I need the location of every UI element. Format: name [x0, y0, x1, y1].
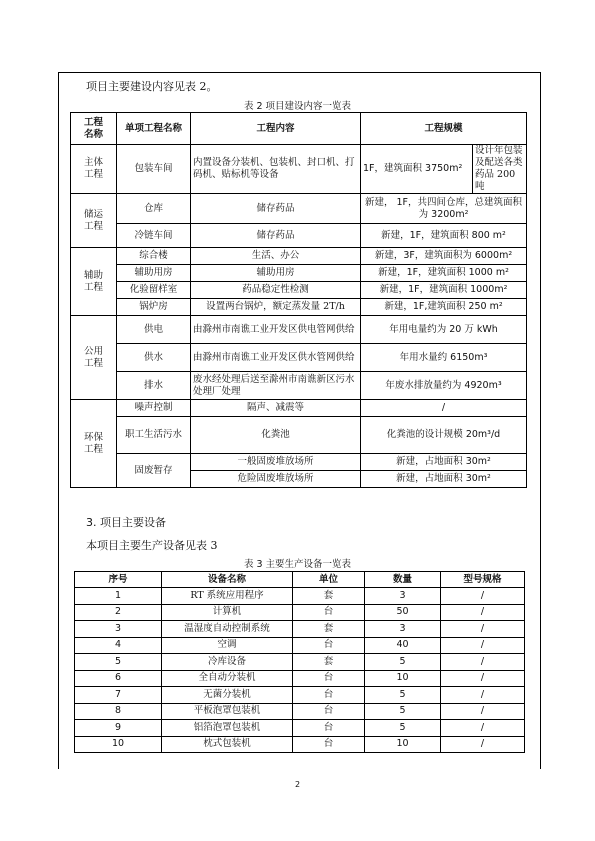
item-content: 储存药品	[191, 194, 361, 224]
intro-text: 项目主要建设内容见表 2。	[86, 80, 218, 93]
table-row	[75, 654, 525, 671]
row-index: 3	[75, 621, 162, 638]
item-scale-extra: 设计年包装及配送各类药品 200 吨	[473, 145, 527, 194]
model-spec: /	[441, 687, 525, 704]
item-content: 由滁州市南谯工业开发区供水管网供给	[191, 344, 361, 372]
device-name: 冷库设备	[162, 654, 293, 671]
table3	[74, 571, 525, 753]
unit: 台	[293, 670, 365, 687]
unit: 台	[293, 736, 365, 753]
row-index: 1	[75, 588, 162, 605]
item-name: 供电	[117, 316, 191, 344]
item-scale: 年用电量约为 20 万 kWh	[361, 316, 527, 344]
model-spec: /	[441, 703, 525, 720]
item-content: 危险固废堆放场所	[191, 471, 361, 488]
equipment-intro: 本项目主要生产设备见表 3	[86, 539, 218, 552]
table-row	[75, 621, 525, 638]
quantity: 50	[365, 604, 441, 621]
item-scale: 新建，占地面积 30m²	[361, 471, 527, 488]
model-spec: /	[441, 736, 525, 753]
item-name: 包装车间	[117, 145, 191, 194]
unit: 台	[293, 604, 365, 621]
item-content: 内置设备分装机、包装机、封口机、打码机、贴标机等设备	[191, 145, 361, 194]
item-content: 生活、办公	[191, 248, 361, 265]
group-public: 公用 工程	[71, 316, 117, 400]
device-name: 平板泡罩包装机	[162, 703, 293, 720]
item-scale: 1F，建筑面积 3750m²	[361, 145, 473, 194]
unit: 套	[293, 621, 365, 638]
table-row	[75, 720, 525, 737]
model-spec: /	[441, 604, 525, 621]
header-device-name: 设备名称	[162, 572, 293, 588]
table2-caption: 表 2 项目建设内容一览表	[243, 101, 352, 112]
device-name: 空调	[162, 637, 293, 654]
table2	[70, 112, 527, 488]
unit: 套	[293, 588, 365, 605]
device-name: 全自动分装机	[162, 670, 293, 687]
item-scale: 化粪池的设计规模 20m³/d	[361, 417, 527, 454]
quantity: 5	[365, 687, 441, 704]
item-name: 化验留样室	[117, 282, 191, 299]
unit: 台	[293, 637, 365, 654]
item-content: 药品稳定性检测	[191, 282, 361, 299]
unit: 台	[293, 687, 365, 704]
device-name: 温湿度自动控制系统	[162, 621, 293, 638]
device-name: 枕式包装机	[162, 736, 293, 753]
item-content: 废水经处理后送至滁州市南谯新区污水处理厂处理	[191, 372, 361, 400]
item-scale: /	[361, 400, 527, 417]
model-spec: /	[441, 637, 525, 654]
unit: 台	[293, 720, 365, 737]
item-content: 辅助用房	[191, 265, 361, 282]
item-name: 综合楼	[117, 248, 191, 265]
table-row	[75, 670, 525, 687]
device-name: 铝箔泡罩包装机	[162, 720, 293, 737]
header-model: 型号规格	[441, 572, 525, 588]
quantity: 3	[365, 588, 441, 605]
section-heading: 3. 项目主要设备	[86, 516, 166, 529]
row-index: 6	[75, 670, 162, 687]
header-item-name: 单项工程名称	[117, 113, 191, 145]
item-content: 隔声、减震等	[191, 400, 361, 417]
table-row	[75, 604, 525, 621]
group-storage: 储运 工程	[71, 194, 117, 248]
header-scale: 工程规模	[361, 113, 527, 145]
group-environmental: 环保 工程	[71, 400, 117, 488]
table-row	[75, 736, 525, 753]
unit: 台	[293, 703, 365, 720]
row-index: 9	[75, 720, 162, 737]
item-scale: 新建，占地面积 30m²	[361, 454, 527, 471]
item-content: 由滁州市南谯工业开发区供电管网供给	[191, 316, 361, 344]
header-index: 序号	[75, 572, 162, 588]
group-main: 主体 工程	[71, 145, 117, 194]
item-name: 辅助用房	[117, 265, 191, 282]
row-index: 5	[75, 654, 162, 671]
quantity: 5	[365, 703, 441, 720]
table-row	[75, 687, 525, 704]
item-content: 一般固废堆放场所	[191, 454, 361, 471]
item-scale: 新建，1F,建筑面积 250 m²	[361, 299, 527, 316]
row-index: 4	[75, 637, 162, 654]
item-name: 固废暂存	[117, 454, 191, 488]
quantity: 5	[365, 654, 441, 671]
item-scale: 年废水排放量约为 4920m³	[361, 372, 527, 400]
model-spec: /	[441, 720, 525, 737]
row-index: 7	[75, 687, 162, 704]
header-unit: 单位	[293, 572, 365, 588]
item-scale: 新建，1F，建筑面积 1000 m²	[361, 265, 527, 282]
row-index: 2	[75, 604, 162, 621]
quantity: 10	[365, 670, 441, 687]
quantity: 40	[365, 637, 441, 654]
item-scale: 新建，1F，建筑面积 1000m²	[361, 282, 527, 299]
item-scale: 年用水量约 6150m³	[361, 344, 527, 372]
group-auxiliary: 辅助 工程	[71, 248, 117, 316]
item-name: 锅炉房	[117, 299, 191, 316]
table-row	[75, 703, 525, 720]
item-scale: 新建， 1F，共四间仓库，总建筑面积为 3200m²	[361, 194, 527, 224]
model-spec: /	[441, 670, 525, 687]
table-row	[75, 588, 525, 605]
quantity: 10	[365, 736, 441, 753]
model-spec: /	[441, 621, 525, 638]
model-spec: /	[441, 588, 525, 605]
row-index: 10	[75, 736, 162, 753]
table-row	[75, 637, 525, 654]
item-name: 仓库	[117, 194, 191, 224]
table3-caption: 表 3 主要生产设备一览表	[243, 559, 352, 570]
header-content: 工程内容	[191, 113, 361, 145]
row-index: 8	[75, 703, 162, 720]
quantity: 3	[365, 621, 441, 638]
header-quantity: 数量	[365, 572, 441, 588]
device-name: 计算机	[162, 604, 293, 621]
item-content: 设置两台锅炉，额定蒸发量 2T/h	[191, 299, 361, 316]
item-name: 供水	[117, 344, 191, 372]
item-scale: 新建，1F，建筑面积 800 m²	[361, 224, 527, 248]
item-scale: 新建，3F，建筑面积为 6000m²	[361, 248, 527, 265]
device-name: 无菌分装机	[162, 687, 293, 704]
model-spec: /	[441, 654, 525, 671]
header-project-name: 工程 名称	[71, 113, 117, 145]
quantity: 5	[365, 720, 441, 737]
item-content: 化粪池	[191, 417, 361, 454]
device-name: RT 系统应用程序	[162, 588, 293, 605]
item-name: 噪声控制	[117, 400, 191, 417]
item-name: 排水	[117, 372, 191, 400]
item-content: 储存药品	[191, 224, 361, 248]
item-name: 冷链车间	[117, 224, 191, 248]
page-number: 2	[294, 780, 301, 789]
unit: 套	[293, 654, 365, 671]
item-name: 职工生活污水	[117, 417, 191, 454]
